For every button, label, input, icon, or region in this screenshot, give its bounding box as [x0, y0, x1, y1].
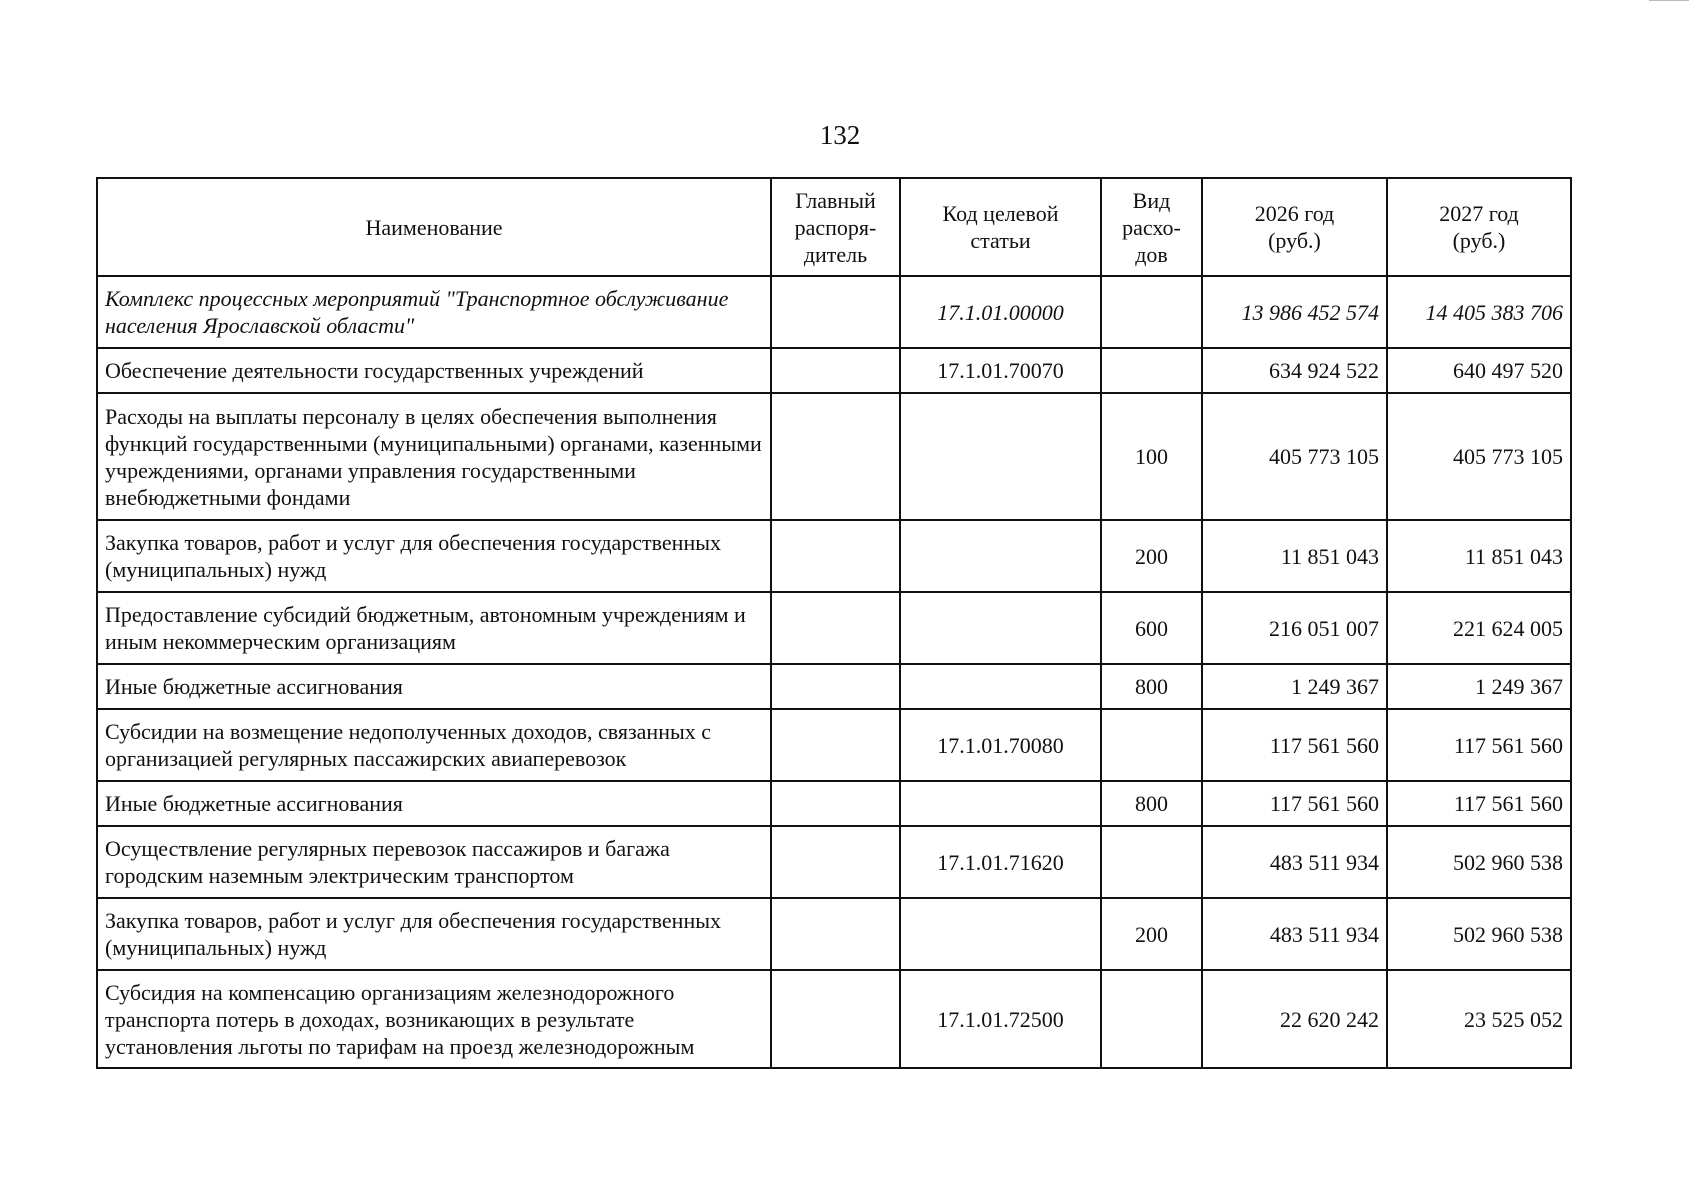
row-name: Предоставление субсидий бюджетным, автономным учреждениям и иным некоммерческим организациям: [97, 592, 771, 664]
row-name: Иные бюджетные ассигнования: [97, 664, 771, 709]
row-code: 17.1.01.72500: [900, 970, 1101, 1068]
table-row: [97, 520, 1571, 592]
row-2026: 22 620 242: [1202, 970, 1387, 1068]
row-vid: 800: [1101, 781, 1202, 826]
row-name: Обеспечение деятельности государственных учреждений: [97, 348, 771, 393]
row-grbs: [771, 393, 900, 520]
row-code: 17.1.01.70080: [900, 709, 1101, 781]
row-name: Закупка товаров, работ и услуг для обеспечения государственных (муниципальных) нужд: [97, 898, 771, 970]
row-vid: 200: [1101, 520, 1202, 592]
row-code: 17.1.01.00000: [900, 276, 1101, 348]
row-2026: 13 986 452 574: [1202, 276, 1387, 348]
table-row: [97, 393, 1571, 520]
row-vid: [1101, 276, 1202, 348]
row-name: Закупка товаров, работ и услуг для обеспечения государственных (муниципальных) нужд: [97, 520, 771, 592]
row-2027: 117 561 560: [1387, 781, 1571, 826]
row-2027: 14 405 383 706: [1387, 276, 1571, 348]
row-2026: 117 561 560: [1202, 709, 1387, 781]
row-code: 17.1.01.71620: [900, 826, 1101, 898]
row-code: [900, 393, 1101, 520]
row-name: Расходы на выплаты персоналу в целях обеспечения выполнения функций государственными (муниципальными) органами, казенными учреждениями, органами управления государственными внебюджетными фондами: [97, 393, 771, 520]
row-2027: 502 960 538: [1387, 898, 1571, 970]
table-row: [97, 664, 1571, 709]
row-grbs: [771, 898, 900, 970]
row-2026: 483 511 934: [1202, 826, 1387, 898]
row-grbs: [771, 709, 900, 781]
row-2026: 11 851 043: [1202, 520, 1387, 592]
row-2027: 221 624 005: [1387, 592, 1571, 664]
table-row: [97, 898, 1571, 970]
row-vid: 800: [1101, 664, 1202, 709]
row-vid: 600: [1101, 592, 1202, 664]
row-vid: [1101, 970, 1202, 1068]
row-name: Субсидия на компенсацию организациям железнодорожного транспорта потерь в доходах, возникающих в результате установления льготы по тарифам на проезд железнодорожным: [97, 970, 771, 1068]
row-code: [900, 592, 1101, 664]
row-2027: 502 960 538: [1387, 826, 1571, 898]
row-grbs: [771, 826, 900, 898]
row-vid: [1101, 348, 1202, 393]
row-2026: 1 249 367: [1202, 664, 1387, 709]
row-code: [900, 898, 1101, 970]
table-row: [97, 592, 1571, 664]
row-2026: 634 924 522: [1202, 348, 1387, 393]
header-2026: 2026 год (руб.): [1202, 178, 1387, 276]
row-2027: 117 561 560: [1387, 709, 1571, 781]
table-header-row: [97, 178, 1571, 276]
row-grbs: [771, 276, 900, 348]
table-row: [97, 348, 1571, 393]
row-grbs: [771, 970, 900, 1068]
row-vid: 100: [1101, 393, 1202, 520]
scan-edge-mark: [1649, 0, 1689, 2]
header-grbs: Главный распоря-дитель: [771, 178, 900, 276]
row-grbs: [771, 664, 900, 709]
row-grbs: [771, 592, 900, 664]
header-2027: 2027 год (руб.): [1387, 178, 1571, 276]
row-code: [900, 664, 1101, 709]
row-name: Субсидии на возмещение недополученных доходов, связанных с организацией регулярных пассажирских авиаперевозок: [97, 709, 771, 781]
header-code: Код целевой статьи: [900, 178, 1101, 276]
row-name: Иные бюджетные ассигнования: [97, 781, 771, 826]
row-vid: 200: [1101, 898, 1202, 970]
page-number: 132: [819, 120, 861, 150]
row-code: 17.1.01.70070: [900, 348, 1101, 393]
table-row: [97, 781, 1571, 826]
row-2027: 11 851 043: [1387, 520, 1571, 592]
row-grbs: [771, 520, 900, 592]
table-row: [97, 970, 1571, 1068]
row-grbs: [771, 348, 900, 393]
row-vid: [1101, 826, 1202, 898]
row-code: [900, 520, 1101, 592]
row-2026: 117 561 560: [1202, 781, 1387, 826]
header-vid: Вид расхо-дов: [1101, 178, 1202, 276]
row-2027: 405 773 105: [1387, 393, 1571, 520]
row-2026: 405 773 105: [1202, 393, 1387, 520]
row-2026: 483 511 934: [1202, 898, 1387, 970]
table-row: [97, 709, 1571, 781]
table-row: [97, 826, 1571, 898]
row-vid: [1101, 709, 1202, 781]
row-2027: 1 249 367: [1387, 664, 1571, 709]
table-row: [97, 276, 1571, 348]
row-grbs: [771, 781, 900, 826]
row-2027: 640 497 520: [1387, 348, 1571, 393]
row-2027: 23 525 052: [1387, 970, 1571, 1068]
header-name: Наименование: [97, 178, 771, 276]
row-name: Комплекс процессных мероприятий "Транспортное обслуживание населения Ярославской области": [97, 276, 771, 348]
budget-table: [96, 177, 1572, 1069]
row-code: [900, 781, 1101, 826]
row-2026: 216 051 007: [1202, 592, 1387, 664]
row-name: Осуществление регулярных перевозок пассажиров и багажа городским наземным электрическим транспортом: [97, 826, 771, 898]
